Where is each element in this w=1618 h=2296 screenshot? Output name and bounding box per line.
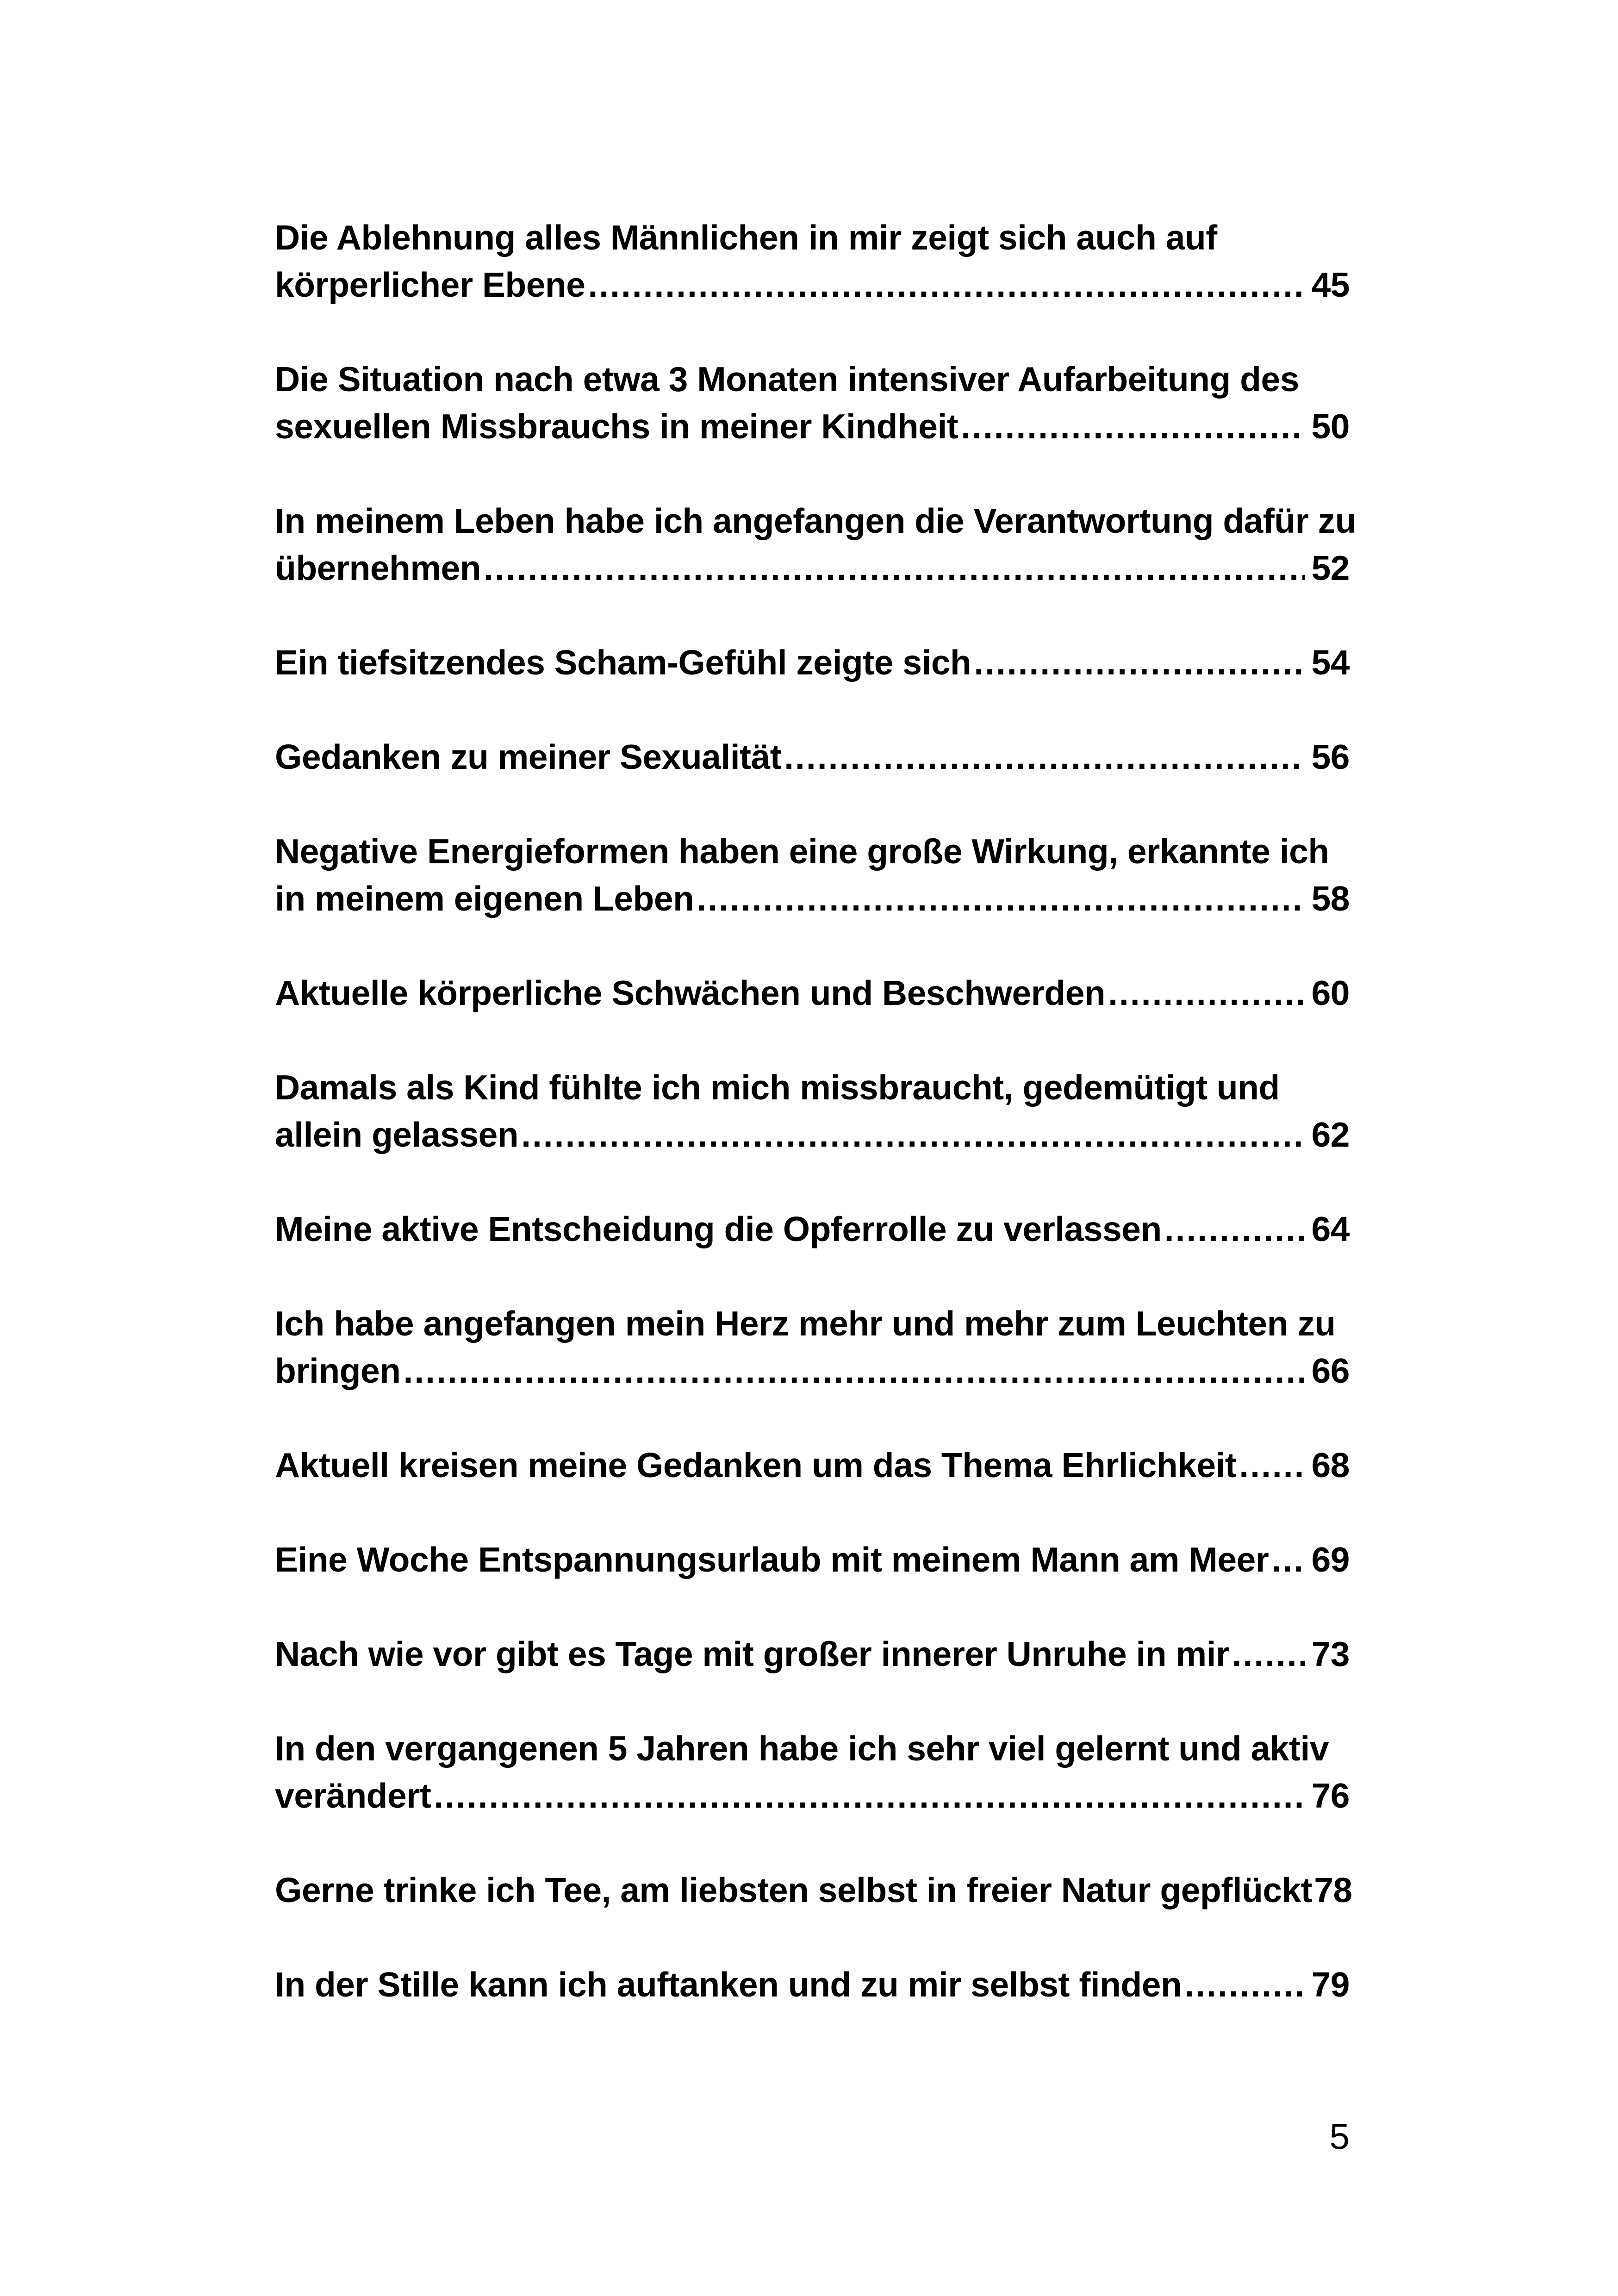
toc-entry-title-line-1 [275, 1630, 1350, 1678]
toc-entry-page-number: 56 [1311, 737, 1350, 776]
toc-entry[interactable] [275, 733, 1350, 780]
toc-entry-page-number: 79 [1311, 1965, 1350, 2004]
toc-entry-title: bringen [275, 1351, 401, 1390]
toc-entry-title-line-1 [275, 1205, 1350, 1253]
toc-entry[interactable] [275, 497, 1357, 592]
toc-entry[interactable] [275, 1961, 1350, 2008]
toc-entry-title: Eine Woche Entspannungsurlaub mit meinem Mann am Meer [275, 1540, 1269, 1579]
dot-leader [974, 639, 1305, 686]
toc-entry-page-number: 68 [1311, 1446, 1350, 1485]
toc-entry-title: Meine aktive Entscheidung die Opferrolle zu verlassen [275, 1210, 1162, 1248]
toc-entry-title-line-1: Ich habe angefangen mein Herz mehr und mehr zum Leuchten zu [275, 1304, 1336, 1343]
toc-entry-page-number: 66 [1311, 1351, 1350, 1390]
toc-entry-title: allein gelassen [275, 1115, 519, 1154]
toc-entry-page-number: 62 [1311, 1115, 1350, 1154]
toc-entry-title-line-1 [275, 733, 1350, 780]
toc-entry-title: Aktuell kreisen meine Gedanken um das Thema Ehrlichkeit [275, 1446, 1237, 1485]
toc-entry-page-number: 69 [1311, 1540, 1350, 1579]
toc-entry-title: übernehmen [275, 549, 481, 587]
toc-entry-title-line-2 [275, 1111, 1350, 1158]
toc-entry-title-line-1: Negative Energieformen haben eine große Wirkung, erkannte ich [275, 832, 1329, 871]
dot-leader [588, 261, 1305, 308]
toc-entry-page-number: 78 [1314, 1871, 1352, 1909]
toc-entry[interactable] [275, 639, 1350, 686]
toc-entry-title-line-1 [275, 1536, 1350, 1583]
toc-entry-title: In der Stille kann ich auftanken und zu mir selbst finden [275, 1965, 1182, 2004]
toc-entry-title: körperlicher Ebene [275, 265, 585, 304]
page-number: 5 [1329, 2116, 1350, 2157]
toc-entry-title: Aktuelle körperliche Schwächen und Beschwerden [275, 973, 1106, 1012]
toc-entry[interactable] [275, 969, 1350, 1017]
toc-entry[interactable] [275, 828, 1350, 922]
toc-entry-title-line-1 [275, 1866, 1350, 1914]
dot-leader [434, 1772, 1305, 1819]
toc-entry-title-line-1: In meinem Leben habe ich angefangen die Verantwortung dafür zu [275, 501, 1357, 540]
toc-entry-title-line-2 [275, 1347, 1350, 1394]
toc-entry[interactable] [275, 1441, 1350, 1489]
toc-entry-page-number: 76 [1311, 1776, 1350, 1815]
toc-entry[interactable] [275, 1725, 1350, 1819]
toc-entry-title: Ein tiefsitzendes Scham-Gefühl zeigte sich [275, 643, 971, 682]
toc-entry[interactable] [275, 1205, 1350, 1253]
toc-entry-title-line-2 [275, 261, 1350, 308]
toc-entry-title: verändert [275, 1776, 431, 1815]
dot-leader [961, 403, 1305, 450]
toc-entry-page-number: 73 [1311, 1635, 1350, 1673]
dot-leader [404, 1347, 1305, 1394]
dot-leader [1164, 1205, 1305, 1253]
toc-entry-title-line-1: Die Ablehnung alles Männlichen in mir zeigt sich auch auf [275, 218, 1217, 257]
toc-entry-title-line-1 [275, 639, 1350, 686]
toc-entry-title-line-2 [275, 1772, 1350, 1819]
dot-leader [521, 1111, 1305, 1158]
toc-entry-title: sexuellen Missbrauchs in meiner Kindheit [275, 407, 958, 446]
toc-entry-title: Gedanken zu meiner Sexualität [275, 737, 782, 776]
dot-leader [1184, 1961, 1305, 2008]
toc-entry-title-line-2 [275, 403, 1350, 450]
toc-entry-title-line-1: Damals als Kind fühlte ich mich missbraucht, gedemütigt und [275, 1068, 1280, 1107]
toc-entry-title-line-1: In den vergangenen 5 Jahren habe ich sehr viel gelernt und aktiv [275, 1729, 1329, 1768]
table-of-contents [275, 214, 1357, 2055]
dot-leader [1108, 969, 1305, 1017]
toc-entry[interactable] [275, 1630, 1350, 1678]
dot-leader [1239, 1441, 1305, 1489]
toc-entry[interactable] [275, 1536, 1350, 1583]
dot-leader [784, 733, 1305, 780]
toc-entry[interactable] [275, 1300, 1350, 1394]
toc-entry-page-number: 64 [1311, 1210, 1350, 1248]
toc-entry[interactable] [275, 356, 1350, 450]
toc-entry-title-line-2 [275, 875, 1350, 922]
toc-entry-title-line-1 [275, 1961, 1350, 2008]
toc-entry-page-number: 54 [1311, 643, 1350, 682]
toc-entry-title: in meinem eigenen Leben [275, 879, 694, 918]
toc-entry-page-number: 52 [1311, 549, 1350, 587]
toc-entry-page-number: 45 [1311, 265, 1350, 304]
toc-entry-page-number: 58 [1311, 879, 1350, 918]
dot-leader [1232, 1630, 1305, 1678]
dot-leader [697, 875, 1305, 922]
toc-entry[interactable] [275, 1866, 1350, 1914]
dot-leader [484, 544, 1305, 592]
toc-entry-title-line-1: Die Situation nach etwa 3 Monaten intensiver Aufarbeitung des [275, 360, 1299, 399]
toc-entry-title-line-1 [275, 1441, 1350, 1489]
toc-entry-title: Nach wie vor gibt es Tage mit großer innerer Unruhe in mir [275, 1635, 1229, 1673]
dot-leader [1271, 1536, 1305, 1583]
toc-entry-page-number: 60 [1311, 973, 1350, 1012]
toc-entry-page-number: 50 [1311, 407, 1350, 446]
toc-entry-title-line-1 [275, 969, 1350, 1017]
toc-entry-title-line-2 [275, 544, 1350, 592]
toc-entry[interactable] [275, 214, 1350, 308]
toc-entry[interactable] [275, 1064, 1350, 1158]
toc-entry-title: Gerne trinke ich Tee, am liebsten selbst in freier Natur gepflückt [275, 1871, 1313, 1909]
